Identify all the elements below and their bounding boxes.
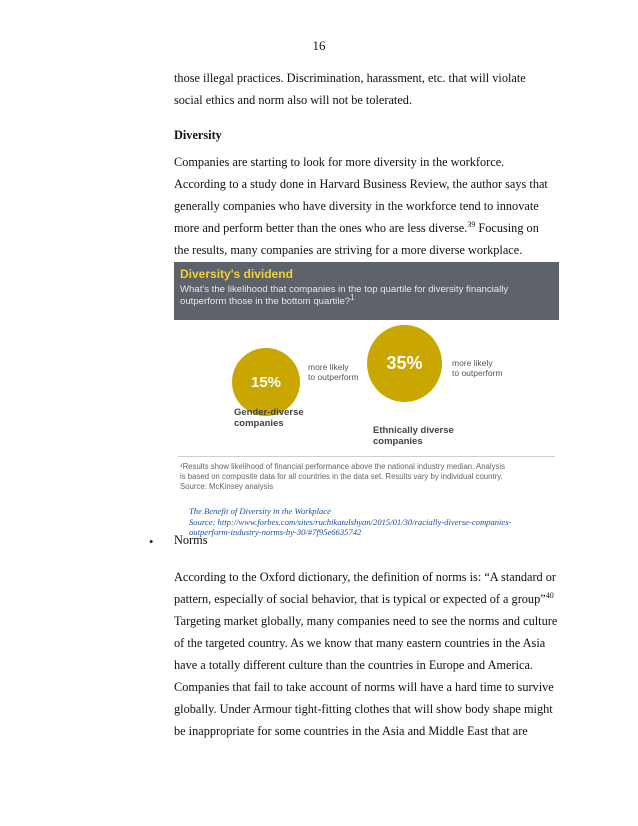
- norms-line-text: pattern, especially of social behavior, that is typical or expected of a group”: [174, 592, 546, 606]
- ethnic-label-line: companies: [373, 436, 423, 447]
- gender-note-line: to outperform: [308, 372, 359, 382]
- diversity-line: generally companies who have diversity in the workforce tend to innovate: [174, 199, 539, 213]
- figure-question-sup: 1: [350, 292, 355, 302]
- caption-source-link[interactable]: outperform-industry-norms-by-30/#7f95e6635742: [189, 527, 362, 537]
- intro-paragraph: [174, 67, 574, 111]
- diversity-line: [174, 217, 574, 239]
- figure-divider: [178, 456, 555, 457]
- norms-paragraph: [174, 566, 574, 742]
- caption-source-link[interactable]: Source: http://www.forbes.com/sites/ruchikatulshyan/2015/01/30/racially-diverse-companies-: [189, 516, 512, 527]
- ethnic-note: [452, 358, 503, 378]
- diversity-line-text: more and perform better than the ones who are less diverse.: [174, 221, 468, 235]
- figure-header: [174, 262, 559, 320]
- bullet-icon: •: [149, 535, 154, 549]
- figure-footnote-line: ¹Results show likelihood of financial performance above the national industry median. Analysis: [180, 462, 506, 471]
- diversity-dividend-figure: [174, 262, 559, 497]
- figure-question-text: What's the likelihood that companies in the top quartile for diversity financially outperform those in the bottom quartile?: [180, 284, 509, 307]
- ethnic-label-line: Ethnically diverse: [373, 425, 454, 436]
- gender-label-line: Gender-diverse: [234, 407, 304, 418]
- ethnically-diverse-circle: [367, 325, 442, 402]
- norms-line: be inappropriate for some countries in the Asia and Middle East that are: [174, 724, 528, 738]
- diversity-line-tail: Focusing on: [475, 221, 539, 235]
- norms-line: Targeting market globally, many companies need to see the norms and culture: [174, 614, 558, 628]
- ethnic-value: 35%: [386, 353, 423, 373]
- norms-line: According to the Oxford dictionary, the definition of norms is: “A standard or: [174, 570, 557, 584]
- gender-value: 15%: [250, 373, 282, 391]
- intro-line: social ethics and norm also will not be tolerated.: [174, 93, 413, 107]
- diversity-line: the results, many companies are striving for a more diverse workplace.: [174, 243, 523, 257]
- section-heading-diversity: Diversity: [174, 128, 222, 142]
- caption-title: The Benefit of Diversity in the Workplace: [189, 506, 331, 516]
- page-number: 16: [312, 38, 326, 53]
- ethnic-note-line: more likely: [452, 358, 493, 368]
- norms-line: [174, 588, 574, 610]
- gender-label: [234, 407, 304, 429]
- norms-line: of the targeted country. As we know that many eastern countries in the Asia: [174, 636, 546, 650]
- norms-line: Companies that fail to take account of norms will have a hard time to survive: [174, 680, 554, 694]
- diversity-paragraph: [174, 151, 574, 261]
- figure-question: [180, 284, 550, 308]
- gender-diverse-circle: [232, 348, 300, 416]
- diversity-line: Companies are starting to look for more diversity in the workforce.: [174, 155, 505, 169]
- figure-caption: [189, 506, 511, 538]
- bullet-label-norms: Norms: [174, 533, 208, 547]
- gender-note: [308, 362, 359, 382]
- ethnic-label: [373, 425, 454, 447]
- gender-note-line: more likely: [308, 362, 349, 372]
- figure-footnote-line: is based on composite data for all countries in the data set. Results vary by individual country.: [180, 472, 503, 481]
- intro-line: those illegal practices. Discrimination, harassment, etc. that will violate: [174, 71, 526, 85]
- figure-title: Diversity's dividend: [180, 267, 293, 281]
- norms-line: globally. Under Armour tight-fitting clothes that will show body shape might: [174, 702, 553, 716]
- footnote-ref-39[interactable]: 39: [467, 219, 476, 229]
- gender-label-line: companies: [234, 418, 284, 429]
- figure-footnote: [180, 462, 555, 492]
- norms-line: have a totally different culture than the countries in Europe and America.: [174, 658, 533, 672]
- footnote-ref-40[interactable]: 40: [545, 590, 554, 600]
- ethnic-note-line: to outperform: [452, 368, 503, 378]
- figure-source: Source: McKinsey analysis: [180, 482, 274, 491]
- diversity-line: According to a study done in Harvard Business Review, the author says that: [174, 177, 548, 191]
